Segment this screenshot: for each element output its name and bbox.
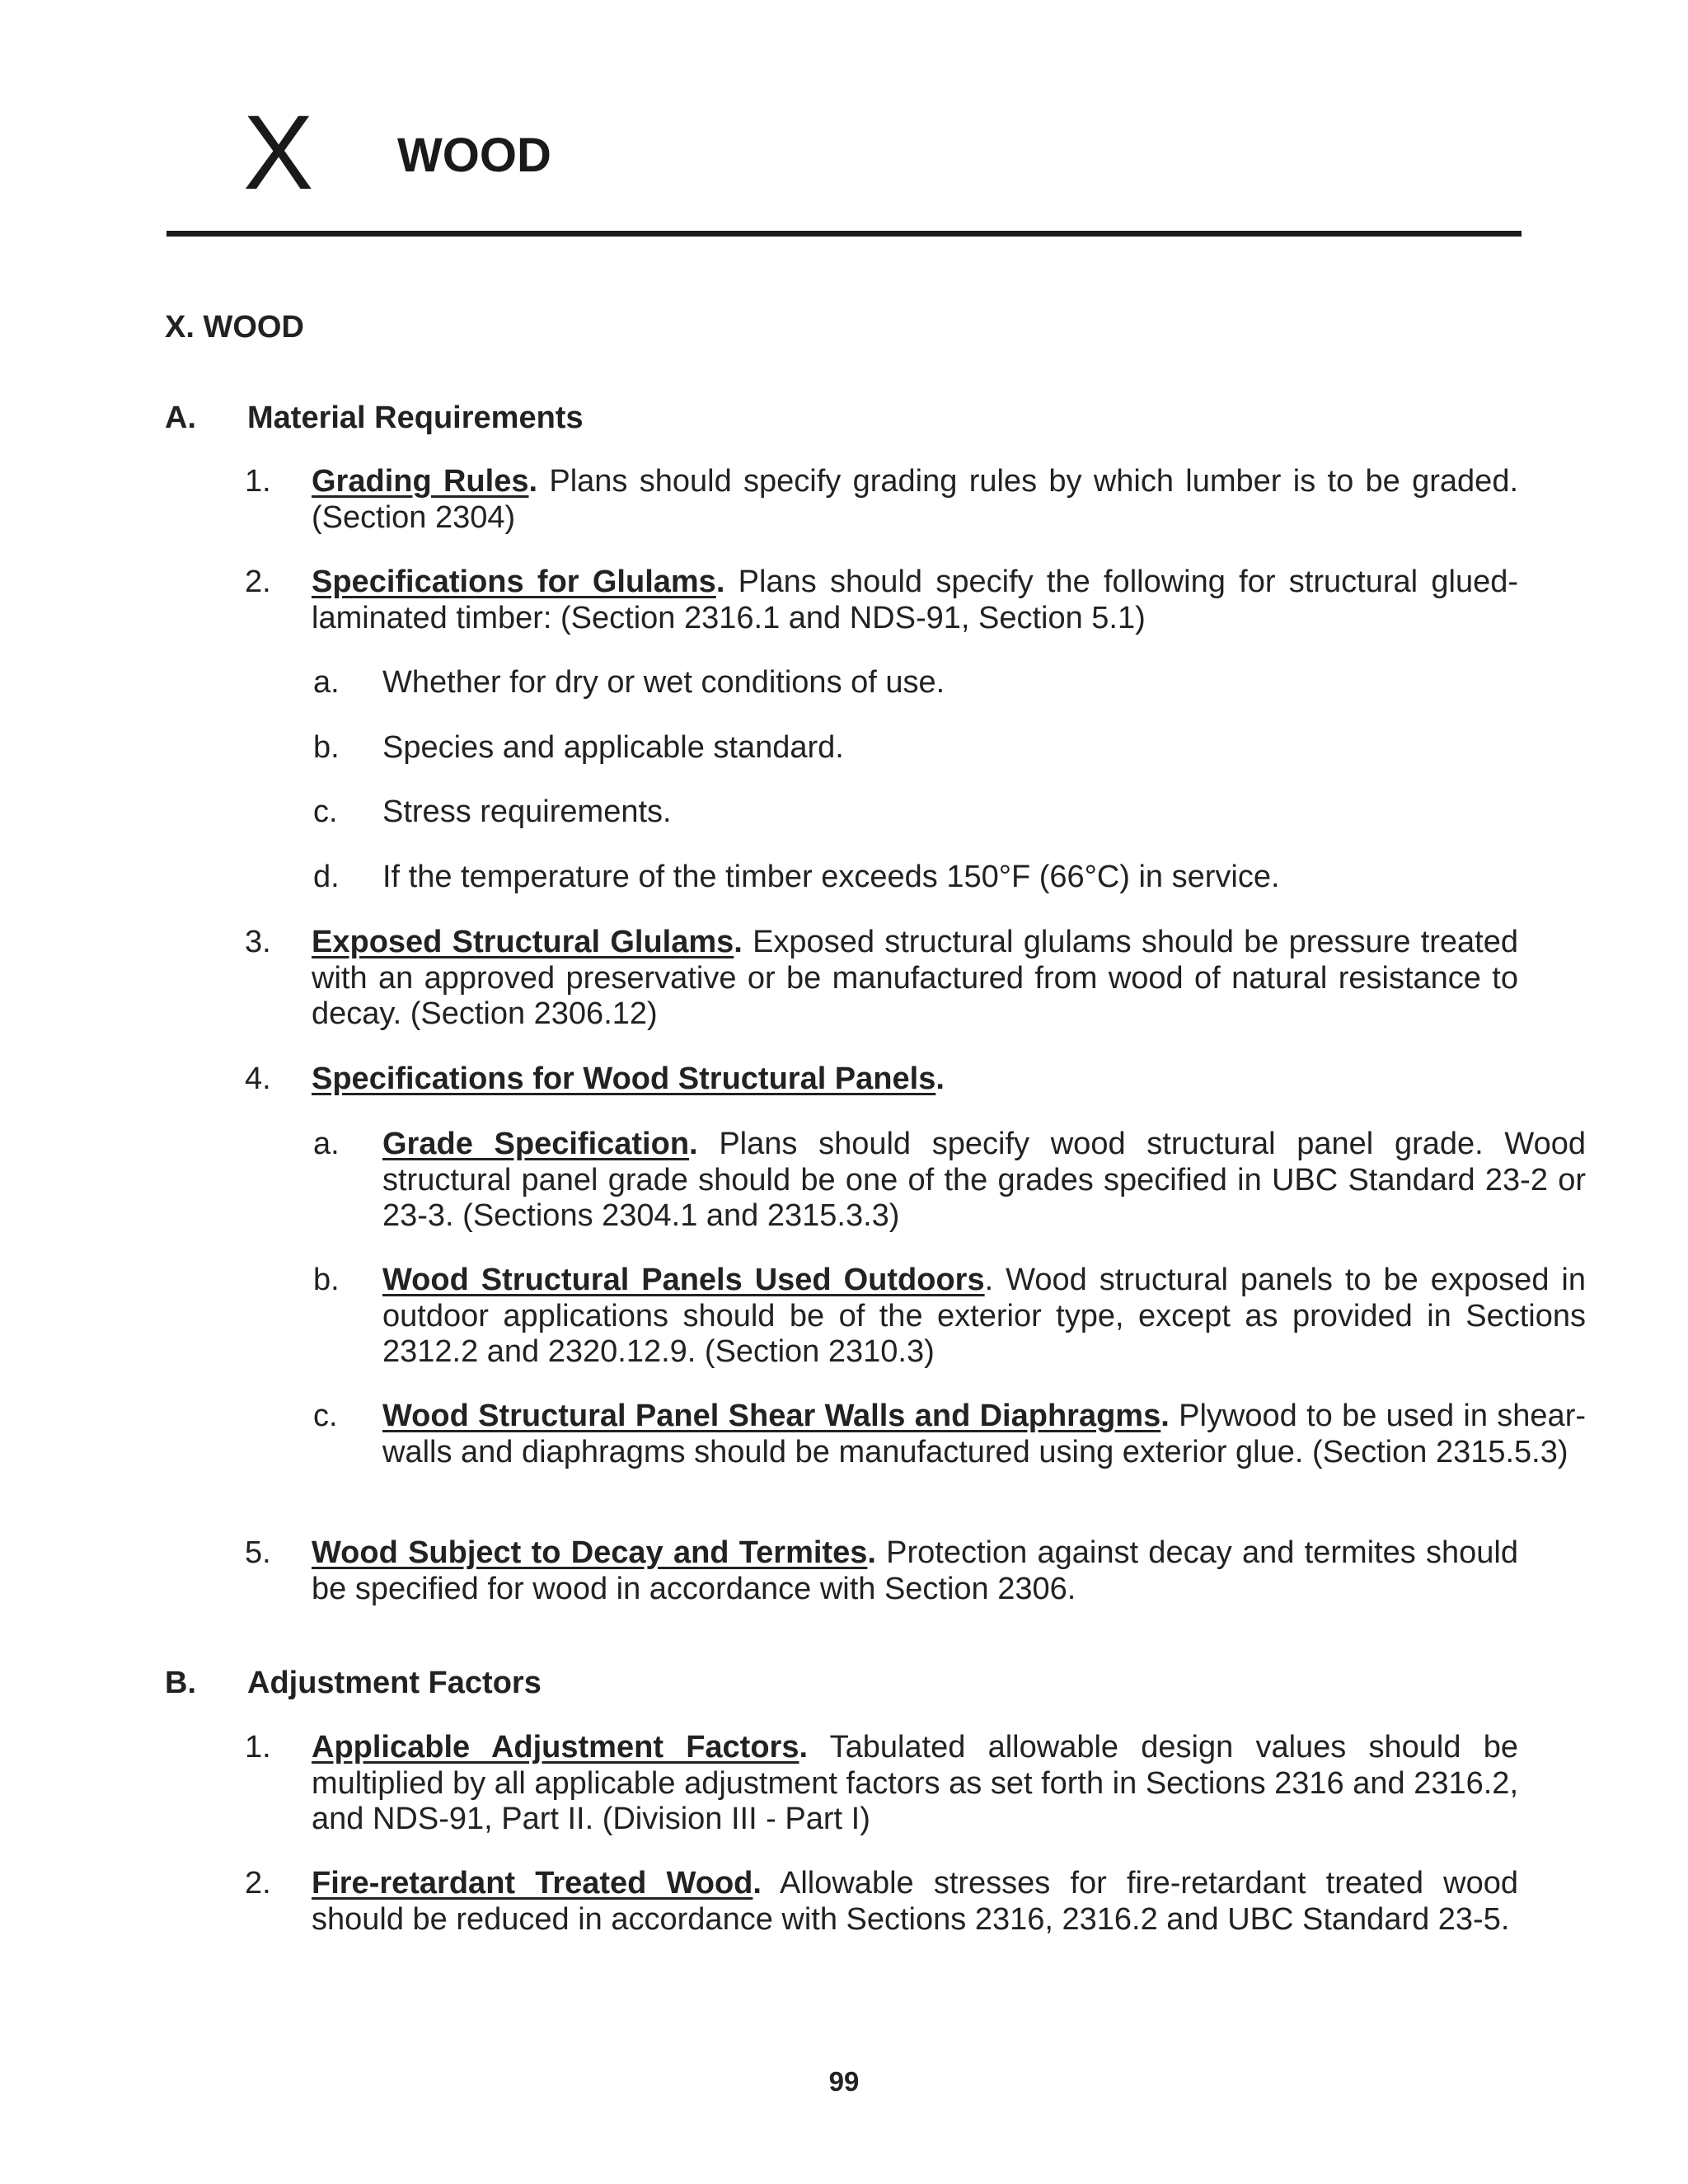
item-body [382,1399,1586,1470]
header-rule [166,231,1522,237]
item-body [312,925,1518,1033]
item-title: Grade Specification [382,1127,690,1161]
item-text: Exposed structural glulams should be pressure treated with an approved preservative or be manufactured from wood of natural resistance to decay. (Section 2306.12) [312,925,1518,1031]
item-number: 2. [245,1866,271,1900]
item-title-punct: . [715,565,725,599]
item-text: Whether for dry or wet conditions of use. [382,665,945,700]
item-title-punct: . [689,1127,698,1161]
item-text: Plywood to be used in shear-walls and diaphragms should be manufactured using exterior glue. (Section 2315.5.3) [382,1399,1586,1469]
item-text: . Wood structural panels to be exposed in outdoor applications should be of the exterior type, except as provided in Sections 2312.2 and 2320.12.9. (Section 2310.3) [382,1263,1586,1369]
item-number: c. [313,1399,338,1433]
item-number: 5. [245,1535,271,1570]
heading-a-title: Material Requirements [247,401,584,435]
item-body [312,1866,1518,1938]
item-title: Specifications for Glulams [312,565,716,599]
item-title: Specifications for Wood Structural Panels [312,1062,936,1096]
item-number: 2. [245,565,271,599]
item-text: Plans should specify wood structural panel grade. Wood structural panel grade should be one of the grades specified in UBC Standard 23-2 or 23-3. (Sections 2304.1 and 2315.3.3) [382,1127,1586,1233]
heading-b-title: Adjustment Factors [247,1666,542,1700]
item-title-punct: . [935,1062,945,1096]
item-text: Stress requirements. [382,794,672,829]
chapter-title: WOOD [397,129,551,182]
item-text: Plans should specify grading rules by which lumber is to be graded. (Section 2304) [312,464,1519,535]
item-text: Protection against decay and termites should be specified for wood in accordance with Section 2306. [312,1535,1518,1606]
item-text: Plans should specify the following for structural glued-laminated timber: (Section 2316.1 and NDS-91, Section 5.1) [312,565,1518,635]
item-body [312,464,1518,536]
item-text: If the temperature of the timber exceeds 150°F (66°C) in service. [382,860,1280,894]
item-title-punct: . [734,925,743,959]
item-title-punct: . [799,1730,809,1765]
item-title: Wood Structural Panels Used Outdoors [382,1263,985,1297]
item-title-punct: . [753,1866,762,1900]
section-title: X. WOOD [165,310,304,344]
item-title: Wood Subject to Decay and Termites [312,1535,868,1570]
item-text: Tabulated allowable design values should be multiplied by all applicable adjustment factors as set forth in Sections 2316 and 2316.2, and NDS-91, Part II. (Division III - Part I) [312,1730,1519,1836]
item-title: Exposed Structural Glulams [312,925,734,959]
item-body [312,1730,1518,1838]
item-body [312,1062,1518,1098]
item-title: Wood Structural Panel Shear Walls and Diaphragms [382,1399,1161,1433]
item-number: a. [313,1127,340,1161]
item-number: b. [313,730,340,765]
item-body [312,565,1518,636]
item-number: 1. [245,464,271,499]
item-number: d. [313,860,340,894]
item-title: Fire-retardant Treated Wood [312,1866,753,1900]
item-number: 3. [245,925,271,959]
item-body [312,1535,1518,1607]
item-number: c. [313,794,338,829]
item-body [382,1127,1586,1235]
item-number: a. [313,665,340,700]
item-number: 4. [245,1062,271,1096]
item-title-punct: . [867,1535,876,1570]
heading-b-label: B. [165,1666,196,1700]
page-number: 99 [828,2066,860,2097]
item-title: Grading Rules [312,464,529,499]
item-text: Allowable stresses for fire-retardant treated wood should be reduced in accordance with Sections 2316, 2316.2 and UBC Standard 23-5. [312,1866,1518,1937]
item-title-punct: . [1160,1399,1170,1433]
item-title: Applicable Adjustment Factors [312,1730,799,1765]
chapter-letter: X [243,94,314,212]
item-text: Species and applicable standard. [382,730,844,765]
item-number: b. [313,1263,340,1297]
item-title-punct: . [528,464,538,499]
item-body [382,1263,1586,1371]
heading-a-label: A. [165,401,196,435]
item-number: 1. [245,1730,271,1765]
